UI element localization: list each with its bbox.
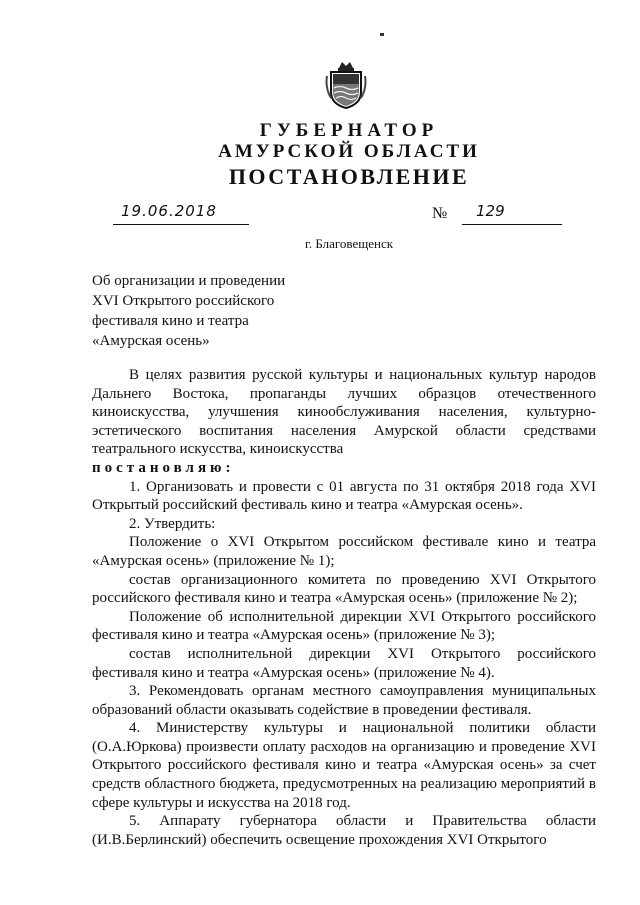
subject-line: Об организации и проведении [92,273,286,289]
city: г. Благовещенск [304,236,394,251]
coat-of-arms-emblem [325,58,367,110]
clause-paragraph: состав организационного комитета по проведению XVI Открытого российского фестиваля кино и театра «Амурская осень» (приложение № 2); [92,571,596,607]
clause-paragraph: 3. Рекомендовать органам местного самоуправления муниципальных образований области оказывать содействие в проведении фестиваля. [92,683,596,718]
document-subject [92,271,285,351]
document-date: 19.06.2018 [121,202,217,220]
issuer-title: ГУБЕРНАТОР [259,120,439,141]
clause-paragraph: Положение об исполнительной дирекции XVI Открытого российского фестиваля кино и театра «Амурская осень» (приложение № 3); [92,608,596,644]
clause-paragraph: 1. Организовать и провести с 01 августа по 31 октября 2018 года XVI Открытый российский фестиваль кино и театра «Амурская осень». [92,478,596,514]
subject-line: «Амурская осень» [92,333,210,349]
issuer-region: АМУРСКОЙ ОБЛАСТИ [218,141,480,162]
document-type: ПОСТАНОВЛЕНИЕ [228,164,470,189]
clause-paragraph: состав исполнительной дирекции XVI Открытого российского фестиваля кино и театра «Амурская осень» (приложение № 4). [92,645,596,681]
subject-line: фестиваля кино и театра [92,313,249,329]
number-field [462,204,562,225]
preamble-paragraph: В целях развития русской культуры и национальных культур народов Дальнего Востока, пропаганды лучших образцов отечественного киноискусства, улучшения кинообслуживания населения, культурно-эстетического воспитания населения Амурской области средствами театрального искусства, киноискусства [92,367,596,458]
clause-paragraph: 2. Утвердить: [129,515,216,532]
clause-paragraph: Положение о XVI Открытом российском фестивале кино и театра «Амурская осень» (приложение № 1); [92,534,596,569]
subject-line: XVI Открытого российского [92,293,275,309]
decree-word: постановляю: [92,459,235,476]
number-sign: № [432,205,448,222]
clause-paragraph: 5. Аппарату губернатора области и Правительства области (И.В.Берлинский) обеспечить освещение прохождения XVI Открытого [92,813,596,848]
clause-paragraph: 4. Министерству культуры и национальной политики области (О.А.Юркова) произвести оплату расходов на организацию и проведение XVI Открытого российского фестиваля кино и театра «Амурская осень» за счет средств областного бюджета, предусмотренных на реализацию мероприятий в сфере культуры и искусства на 2018 год. [92,720,596,811]
date-field [113,204,249,225]
document-body [92,366,596,849]
scan-speck [380,33,384,36]
document-number: 129 [476,202,505,220]
